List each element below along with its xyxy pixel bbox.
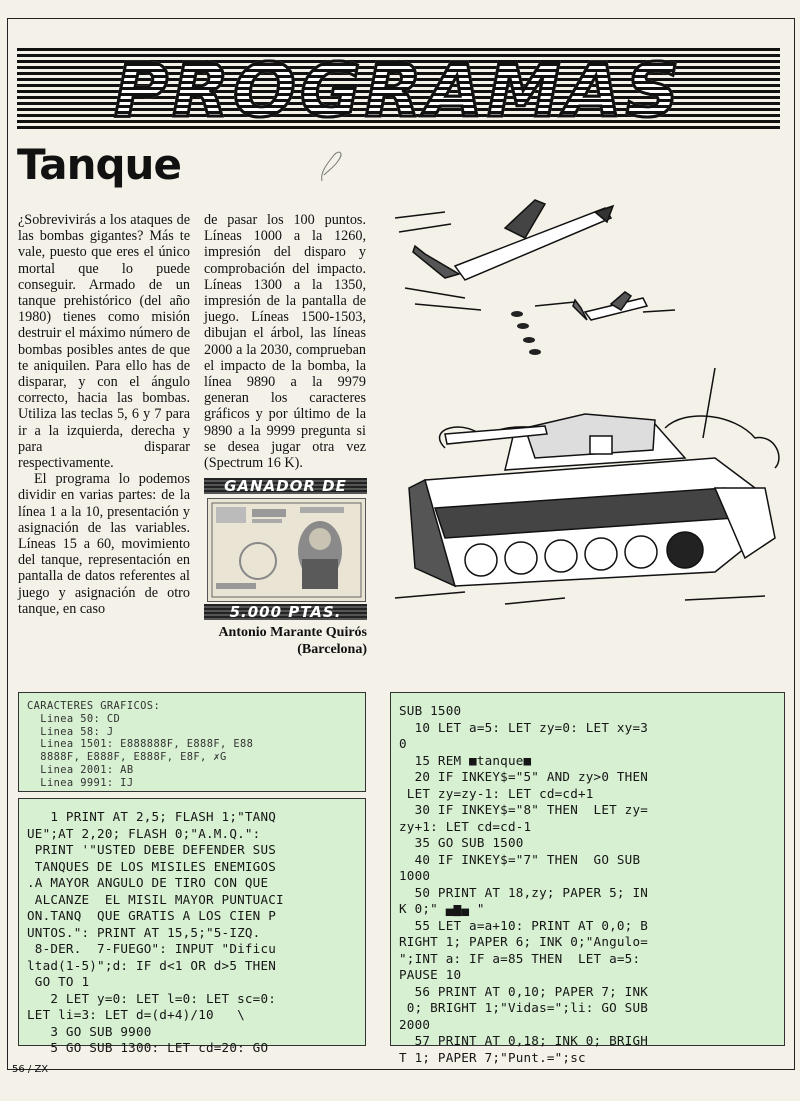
tank-illustration [385, 188, 790, 638]
article-column-1 [18, 212, 190, 617]
section-title: PROGRAMAS [17, 52, 780, 130]
article-column-2 [204, 212, 366, 471]
code-listing-left [18, 798, 366, 1055]
tank-drawing [395, 368, 779, 604]
code-listing-left-text: 1 PRINT AT 2,5; FLASH 1;"TANQ UE";AT 2,20; FLASH 0;"A.M.Q.": PRINT '"USTED DEBE DEFENDER SUS TANQUES DE LOS MISILES ENEMIGOS .A MAYOR ANGULO DE TIRO CON QUE ALCANZE EL MISIL MAYOR PUNTUACI ON.TANQ QUE GRATIS A LOS CIEN P UNTOS.": PRINT AT 15,5;"5-IZQ. 8-DER. 7-FUEGO": INPUT "Dificu ltad(1-5)";d: IF d<1 OR d>5 THEN GO TO 1 2 LET y=0: LET l=0: LET sc=0: LET li=3: LET d=(d+4)/10 \ 3 GO SUB 9900 5 GO SUB 1300: LET cd=20: GO [27, 809, 284, 1055]
article-paragraph: El programa lo podemos dividir en varias partes: de la línea 1 a la 10, presentación y asignación de las variables. Líneas 15 a 60, movimiento del tanque, representación en pantalla de datos referentes al juego y asignación de otro tanque, en caso [18, 471, 190, 617]
prize-box [204, 478, 367, 622]
bomb-icons [511, 311, 541, 355]
graphic-characters-box [18, 692, 366, 792]
section-banner [17, 48, 780, 130]
article-paragraph: de pasar los 100 puntos. Líneas 1000 a la 1260, impresión del disparo y comprobación del impacto. Líneas 1300 a la 1350, impresión de la pantalla de juego. Líneas 1500-1503, dibujan el árbol, las líneas 2000 a la 2030, comprueban el impacto de la bomba, la línea 9890 a la 9979 generan los caracteres gráficos y por último de la 9890 a la 9999 pregunta si se desea jugar otra vez (Spectrum 16 K). [204, 212, 366, 472]
pencil-mark-icon [310, 145, 350, 185]
page-folio: 56 / ZX [12, 1064, 49, 1075]
article-title: Tanque [17, 140, 181, 189]
code-listing-right [390, 692, 785, 1065]
author-city: (Barcelona) [297, 642, 367, 657]
author-name: Antonio Marante Quirós [218, 625, 367, 640]
author-credit [204, 624, 367, 658]
graphic-characters-listing: CARACTERES GRAFICOS: Linea 50: CD Linea 58: J Linea 1501: E888888F, E888F, E88 8888F, E888F, E888F, E8F, ✗G Linea 2001: AB Linea 9991: IJ [27, 700, 254, 789]
banknote-image [207, 498, 366, 602]
bomber-plane-illustration [395, 200, 675, 320]
prize-banner-top: GANADOR DE [204, 478, 367, 494]
code-listing-right-text: SUB 1500 10 LET a=5: LET zy=0: LET xy=3 0 15 REM ■tanque■ 20 IF INKEY$="5" AND zy>0 THEN LET zy=zy-1: LET cd=cd+1 30 IF INKEY$="8" THEN LET zy= zy+1: LET cd=cd-1 35 GO SUB 1500 40 IF INKEY$="7" THEN GO SUB 1000 50 PRINT AT 18,zy; PAPER 5; IN K 0;" ▄▆▄ " 55 LET a=a+10: PRINT AT 0,0; B RIGHT 1; PAPER 6; INK 0;"Angulo= ";INT a: IF a=85 THEN LET a=5: PAUSE 10 56 PRINT AT 0,10; PAPER 7; INK 0; BRIGHT 1;"Vidas=";li: GO SUB 2000 57 PRINT AT 0,18; INK 0; BRIGH T 1; PAPER 7;"Punt.=";sc [399, 703, 649, 1065]
prize-banner-bottom: 5.000 PTAS. [204, 604, 367, 620]
article-paragraph: ¿Sobrevivirás a los ataques de las bombas gigantes? Más te vale, puesto que eres el único mortal que lo puede conseguir. Armado de un tanque prehistórico (del año 1980) tienes como misión destruir el máximo número de bombas posibles antes de que te aniquilen. Para ello has de disparar, y con el ángulo correcto, hacia las bombas. Utiliza las teclas 5, 6 y 7 para ir a la izquierda, derecha y para disparar respectivamente. [18, 212, 190, 472]
